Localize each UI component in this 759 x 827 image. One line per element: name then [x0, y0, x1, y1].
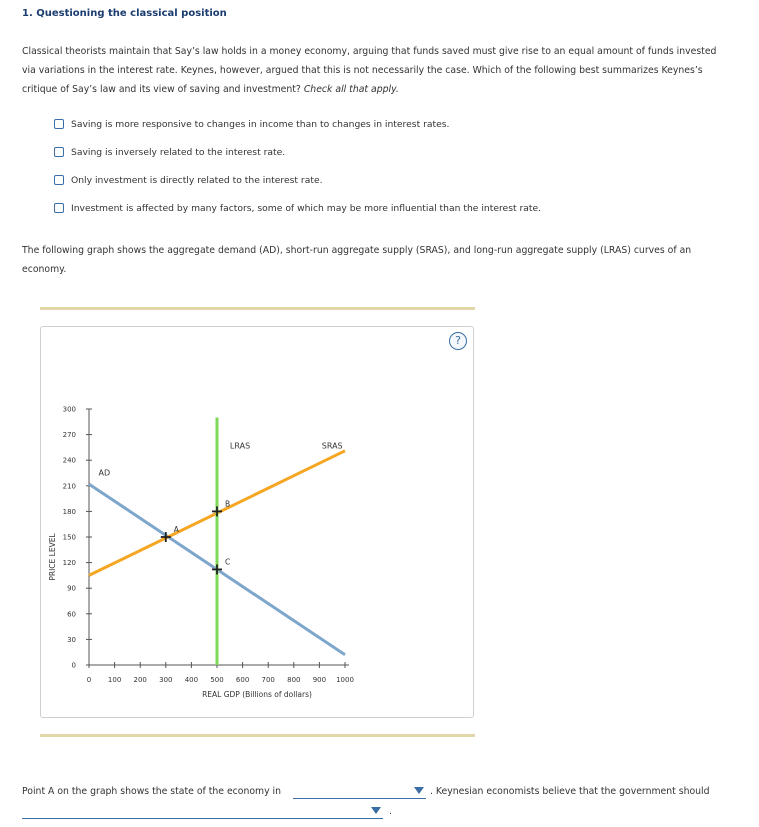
y-tick-label: 150 — [62, 533, 76, 542]
checkbox[interactable] — [54, 175, 64, 185]
x-tick-label: 500 — [210, 676, 224, 684]
option-label: Saving is inversely related to the interest rate. — [71, 146, 286, 158]
x-tick-label: 1000 — [336, 676, 354, 684]
paragraph-line: Classical theorists maintain that Say’s law holds in a money economy, arguing that funds saved must give rise to an equal amount of funds invested — [22, 46, 717, 57]
top-divider — [40, 307, 475, 310]
question-paragraph — [22, 42, 747, 99]
graph-panel — [40, 326, 474, 718]
checkbox[interactable] — [54, 147, 64, 157]
x-tick-label: 100 — [107, 676, 122, 684]
option-2[interactable] — [54, 145, 285, 159]
government-action-dropdown[interactable] — [22, 804, 383, 819]
option-label: Saving is more responsive to changes in income than to changes in interest rates. — [71, 118, 450, 130]
bottom-text-3: . — [389, 806, 392, 817]
bottom-text-1: Point A on the graph shows the state of the economy in — [22, 786, 282, 797]
option-4[interactable] — [54, 201, 541, 215]
point-label-c: C — [225, 557, 231, 567]
x-tick-label: 400 — [184, 676, 199, 684]
graph-intro-line: economy. — [22, 264, 67, 275]
x-tick-label: 900 — [312, 676, 327, 684]
graph-intro-line: The following graph shows the aggregate demand (AD), short-run aggregate supply (SRAS), and long-run aggregate supply (LRAS) curves of an — [22, 245, 692, 256]
instruction-text: Check all that apply. — [303, 84, 399, 95]
bottom-divider — [40, 734, 475, 737]
economy-state-dropdown[interactable] — [293, 784, 426, 799]
x-tick-label: 0 — [86, 676, 92, 684]
y-axis-title: PRICE LEVEL — [48, 533, 57, 581]
help-icon[interactable]: ? — [449, 332, 467, 350]
x-axis-title: REAL GDP (Billions of dollars) — [202, 690, 312, 699]
graph-intro — [22, 241, 747, 279]
checkbox[interactable] — [54, 119, 64, 129]
y-tick-label: 120 — [62, 559, 76, 568]
question-title: 1. Questioning the classical position — [22, 8, 227, 19]
y-tick-label: 180 — [62, 507, 76, 516]
y-tick-label: 240 — [62, 456, 76, 465]
option-label: Only investment is directly related to the interest rate. — [71, 174, 323, 186]
ad-label: AD — [98, 468, 111, 478]
point-label-b: B — [225, 499, 231, 509]
bottom-text-2: . Keynesian economists believe that the government should — [430, 786, 710, 797]
y-tick-label: 90 — [67, 584, 76, 593]
y-tick-label: 300 — [62, 405, 76, 414]
x-tick-label: 200 — [133, 676, 147, 684]
sras-label: SRAS — [321, 441, 343, 451]
y-tick-label: 60 — [67, 610, 76, 619]
checkbox[interactable] — [54, 203, 64, 213]
option-label: Investment is affected by many factors, some of which may be more influential than the interest rate. — [71, 202, 542, 214]
option-1[interactable] — [54, 117, 449, 131]
chevron-down-icon — [414, 787, 424, 794]
x-tick-label: 700 — [261, 676, 275, 684]
paragraph-line: via variations in the interest rate. Keynes, however, argued that this is not necessarily the case. Which of the following best summarizes Keynes’s — [22, 65, 703, 76]
option-3[interactable] — [54, 173, 323, 187]
y-tick-label: 210 — [62, 482, 76, 491]
paragraph-line-text: critique of Say’s law and its view of saving and investment? — [22, 84, 301, 95]
lras-label: LRAS — [229, 441, 251, 451]
paragraph-line — [22, 80, 747, 99]
x-tick-label: 600 — [235, 676, 250, 684]
x-tick-label: 800 — [287, 676, 301, 684]
x-tick-label: 300 — [159, 676, 173, 684]
chevron-down-icon — [371, 807, 381, 814]
y-tick-label: 30 — [67, 635, 76, 644]
point-label-a: A — [173, 525, 179, 534]
y-tick-label: 0 — [71, 661, 76, 670]
y-tick-label: 270 — [62, 431, 76, 440]
